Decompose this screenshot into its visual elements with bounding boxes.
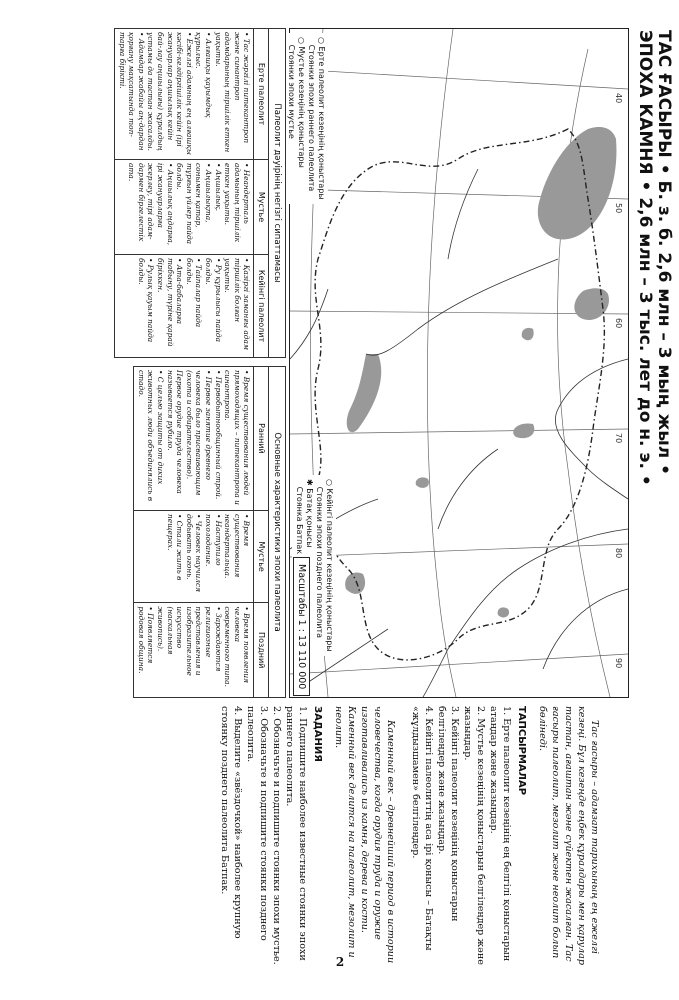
table-cell-item: • Аңшылық. [213,163,223,212]
title-kz: ТАС ҒАСЫРЫ • Б. з. б. 2,6 млн – 3 мың жыл • [654,30,674,475]
legend-label: Батақ қонысы [305,488,314,548]
task-item: 1. Ерте палеолит кезеңінің ең белгілі қоныстарын атаңдар және жазыңдар. [488,706,512,962]
table-cell-item: • Ру құрылысы пайда болды. [204,258,223,343]
grid-label-50: 50 [614,203,623,214]
task-item: 2. Мустье кезеңінің қоныстарын белгілеңдер және жазыңдар. [462,706,486,965]
tasks-ru-heading: ЗАДАНИЯ [312,706,323,762]
table-cell-item: • Аңшылықта, сонымен қатар, тұрғын үйлер пайда болды. [175,163,214,245]
table-cell-item: • С целью защиты от диких животных люди объединялись в стадо. [136,370,166,502]
title-ru: ЭПОХА КАМНЯ • 2,6 млн – 3 тыс. лет до н. э. • [635,30,655,486]
table-cell-item: • Неандерталь адамының тіршілік еткен уақыты. [223,163,252,243]
table-row [115,29,254,358]
legend-label: Стоянки эпохи мустье [287,44,296,139]
map-frame [289,28,629,698]
open-circle-icon: ○ [317,37,326,44]
table-cell-item: • Человек научился добывать огонь. [184,513,204,592]
table-ru-header: Поздний [254,603,269,698]
grid-label-90: 90 [614,658,623,669]
table-cell-item: • Появляется родовая община. [136,606,156,674]
page-number: 2 [335,955,345,970]
grid-label-80: 80 [614,548,623,559]
task-item: 4. Кейінгі палеолиттің аса ірі қонысы – Батақты «жұлдызшамен» белгілеңдер. [410,706,434,951]
table-kz-block [114,28,286,358]
table-kz [114,28,269,358]
legend-label: Стоянки эпохи раннего палеолита [307,44,316,192]
open-circle-icon: ○ [325,479,334,486]
legend-label: Мустье кезеңінің қоныстары [297,46,306,168]
table-cell-item: • Қазіргі заманғы адам тіршілік болған уақыты. [223,258,252,350]
table-cell-item: • Время существования людей прямоходящих – питекантропа и синантропа. [223,370,252,505]
table-kz-header: Кейінгі палеолит [254,255,269,358]
legend-label: Стоянки эпохи позднего палеолита [315,486,324,639]
star-icon: ✱ [305,479,314,486]
table-cell-item: • Первое занятие древнего человека было присваивающим (охота и собирательство). Первое орудие труда человека называется рубило. [165,370,214,496]
open-circle-icon: ○ [297,37,306,44]
table-cell-item: • Первобытнообщинный строй. [213,370,223,500]
tasks-kz-heading: ТАПСЫРМАЛАР [516,706,527,796]
table-cell-item: • Наступило похолодание. [204,513,223,567]
text-column [218,706,601,978]
table-kz-caption: Палеолит дәуірінің негізгі сипаттамасы [269,28,286,358]
table-cell-item: • Стали жить в пещерах. [165,513,185,581]
table-cell-item: • Рулық қауым пайда болды. [136,258,156,343]
table-kz-header: Ерте палеолит [254,29,269,160]
table-ru-caption: Основные характеристики эпохи палеолита [269,366,286,698]
table-cell-item: • Аңшылық аңдарға, ірі жануарларға жерлеу, тірі адам- дармен біргелестік ата. [127,163,175,246]
map-svg [290,29,628,697]
table-cell-item: • Время появления человека современного типа. [223,606,252,687]
legend-left [284,33,328,204]
table-ru-block [133,366,286,698]
table-row [134,367,254,698]
legend-label: Кейінгі палеолит кезеңінің қоныстары [325,488,334,652]
table-cell-item: • Тас жәргілі питекантроп және синантроп адамдарының тіршілік еткен уақыты. [213,32,252,153]
intro-kz: Тас ғасыры – адамзат тарихының ең ежелгі кезеңі. Бұл кезеңде еңбек құралдары мен қарулар тастан, ағаштан және сүйектен жасалған. Тас ғасыры палеолит, мезолит және неолит болып бөлінеді. [537,706,600,966]
table-ru-header: Ранний [254,367,269,511]
table-ru-header: Мустье [254,510,269,602]
task-item: 2. Обозначьте и подпишите стоянки эпохи мустье. [271,706,282,965]
intro-ru: Каменный век – древнейший период в истории человечества, когда орудия труда и оружие изготавливались из камня, дерева и кости. Каменный век делится на палеолит, мезолит и неолит. [333,706,396,964]
table-ru [133,366,269,698]
grid-label-40: 40 [614,93,623,104]
legend-label: Стоянка Батпак [295,486,304,555]
table-kz-header: Мустье [254,160,269,255]
table-cell-item: • Ата-бабаларға табыну, түріне қарай біріккен. [156,258,185,347]
map-scale: Масштабы 1 : 13 110 000 [293,557,310,696]
table-cell-item: • Адамдар жабайы аң-дардан қорғану мақсатында топ-тарға бірікті. [117,32,146,151]
table-cell-item: • Алғашқы қауымдық құрылыс. [194,32,214,118]
task-item: 3. Кейінгі палеолит кезеңінің қоныстарын белгілеңдер және жазыңдар. [436,706,460,922]
grid-label-60: 60 [614,318,623,329]
table-cell-item: • Ежелгі адамның ең алғашқы кәсібі-келдіргішілік кейін (ірі жануарлар аңшылық кейін бай-лау аңшылығы) құралдың ұстамы да тастан жасалды. [146,32,194,155]
task-item: 4. Выделите «звёздочкой» наиболее крупную стоянку позднего палеолита Батпак. [219,706,243,939]
table-cell-item: • Зарождаются религиозные представления и изобразительное искусство (наскальная живопись). [156,606,223,676]
legend-label: Ерте палеолит кезеңінің қоныстары [317,46,326,200]
task-item: 1. Подпишите наиболее известные стоянки эпохи раннего палеолита. [284,706,308,961]
grid-label-70: 70 [614,433,623,444]
table-cell-item: • Время существования неандертальца. [223,513,252,579]
table-cell-item: • Тайпалар пайда болды. [184,258,204,328]
task-item: 3. Обозначьте и подпишите стоянки позднего палеолита. [245,706,269,941]
